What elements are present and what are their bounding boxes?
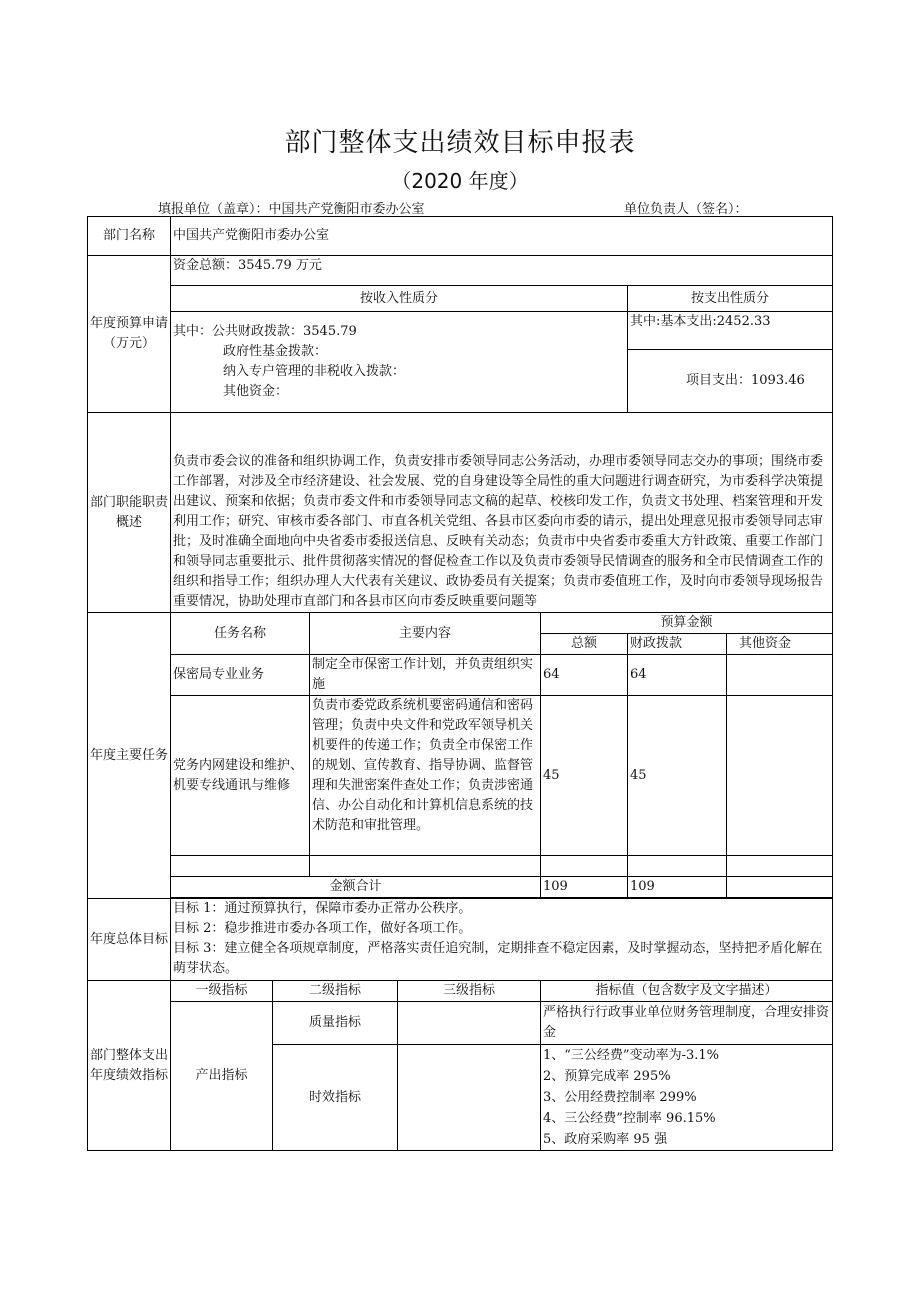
year-subtitle: （2020 年度） xyxy=(391,169,529,193)
sum-fiscal: 109 xyxy=(628,877,727,898)
dept-name-label: 部门名称 xyxy=(88,217,171,256)
task-name: 党务内网建设和维护、机要专线通讯与维修 xyxy=(171,696,310,856)
level3-empty xyxy=(398,1045,541,1151)
duties-label: 部门职能职责概述 xyxy=(88,413,171,613)
task-total: 45 xyxy=(541,696,628,856)
income-line-other: 其他资金： xyxy=(223,384,289,399)
task-name: 保密局专业业务 xyxy=(171,655,310,696)
timeliness-item: 3、公用经费控制率 299% xyxy=(543,1090,697,1105)
budget-total: 资金总额：3545.79 万元 xyxy=(171,256,833,286)
income-line-nontax: 纳入专户管理的非税收入拨款： xyxy=(223,364,406,379)
col-indicator-value: 指标值（包含数字及文字描述） xyxy=(541,981,833,1002)
col-task-content: 主要内容 xyxy=(310,613,541,655)
col-budget-amount: 预算金额 xyxy=(541,613,833,634)
fill-unit: 填报单位（盖章）：中国共产党衡阳市委办公室 xyxy=(158,202,425,217)
task-empty-cell xyxy=(310,856,541,877)
timeliness-item: 4、三公经费”控制率 96.15% xyxy=(543,1111,716,1126)
goals-label: 年度总体目标 xyxy=(88,899,171,981)
goals-list xyxy=(171,899,833,981)
task-total: 64 xyxy=(541,655,628,696)
budget-label: 年度预算申请（万元） xyxy=(88,256,171,413)
income-line-fund: 政府性基金拨款： xyxy=(223,344,328,359)
dept-name-value: 中国共产党衡阳市委办公室 xyxy=(171,217,833,256)
task-other xyxy=(727,655,833,696)
income-breakdown xyxy=(171,312,628,413)
by-expense-header: 按支出性质分 xyxy=(628,286,833,312)
expense-project: 项目支出：1093.46 xyxy=(628,350,833,413)
quality-indicator: 质量指标 xyxy=(273,1002,398,1045)
indicators-label: 部门整体支出年度绩效指标 xyxy=(88,981,171,1151)
col-level2: 二级指标 xyxy=(273,981,398,1002)
duties-text: 负责市委会议的准备和组织协调工作，负责安排市委领导同志公务活动，办理市委领导同志交办的事项；围绕市委工作部署，对涉及全市经济建设、社会发展、党的自身建设等全局性的重大问题进行调查研究，为市委科学决策提出建议、预案和依据；负责市委文件和市委领导同志文稿的起草、校核印发工作，负责文书处理、档案管理和开发利用工作；研究、审核市委各部门、市直各机关党组、各县市区委向市委的请示，提出处理意见报市委领导同志审批；及时准确全面地向中央省委市委报送信息、反映有关动态；负责市中央省委市委重大方针政策、重要工作部门和领导同志重要批示、批件贯彻落实情况的督促检查工作以及负责市委领导民情调查的服务和全市民情调查工作的组织和指导工作；组织办理人大代表有关建议、政协委员有关提案；负责市委值班工作，及时向市委领导现场报告重要情况，协助处理市直部门和各县市区向市委反映重要问题等 xyxy=(171,413,833,613)
sum-label: 金额合计 xyxy=(171,877,541,898)
page-title: 部门整体支出绩效目标申报表 xyxy=(284,128,636,158)
sum-total: 109 xyxy=(541,877,628,898)
task-content: 负责市委党政系统机要密码通信和密码管理；负责中央文件和党政军领导机关机要件的传递工作；负责全市保密工作的规划、宣传教育、指导协调、监督管理和失泄密案件查处工作；负责涉密通信、办公自动化和计算机信息系统的技术防范和审批管理。 xyxy=(310,696,541,856)
responsible-person: 单位负责人（签名）： xyxy=(624,202,748,217)
level3-empty xyxy=(398,1002,541,1045)
sum-other xyxy=(727,877,833,898)
goal-item: 目标 3：建立健全各项规章制度，严格落实责任追究制，定期排查不稳定因素，及时掌握动态，坚持把矛盾化解在萌芽状态。 xyxy=(173,941,823,976)
col-level3: 三级指标 xyxy=(398,981,541,1002)
task-empty-cell xyxy=(541,856,628,877)
task-empty-cell xyxy=(171,856,310,877)
col-task-name: 任务名称 xyxy=(171,613,310,655)
goal-item: 目标 1：通过预算执行，保障市委办正常办公秩序。 xyxy=(173,901,472,916)
timeliness-item: 1、“三公经费”变动率为-3.1% xyxy=(543,1048,719,1063)
task-content: 制定全市保密工作计划，并负责组织实施 xyxy=(310,655,541,696)
performance-form xyxy=(87,216,833,1151)
goal-item: 目标 2：稳步推进市委办各项工作，做好各项工作。 xyxy=(173,921,472,936)
col-other: 其他资金 xyxy=(727,634,833,655)
tasks-label: 年度主要任务 xyxy=(88,613,171,899)
col-total: 总额 xyxy=(541,634,628,655)
task-empty-cell xyxy=(628,856,727,877)
timeliness-item: 5、政府采购率 95 强 xyxy=(543,1132,668,1147)
task-fiscal: 64 xyxy=(628,655,727,696)
level1-output: 产出指标 xyxy=(171,1002,273,1151)
task-other xyxy=(727,696,833,856)
quality-value: 严格执行行政事业单位财务管理制度，合理安排资金 xyxy=(541,1002,833,1045)
col-level1: 一级指标 xyxy=(171,981,273,1002)
task-fiscal: 45 xyxy=(628,696,727,856)
col-fiscal: 财政拨款 xyxy=(628,634,727,655)
income-line-public: 其中：公共财政拨款：3545.79 xyxy=(173,324,357,339)
timeliness-values xyxy=(541,1045,833,1151)
expense-basic: 其中:基本支出:2452.33 xyxy=(628,312,833,350)
by-income-header: 按收入性质分 xyxy=(171,286,628,312)
timeliness-item: 2、预算完成率 295% xyxy=(543,1069,671,1084)
timeliness-indicator: 时效指标 xyxy=(273,1045,398,1151)
task-empty-cell xyxy=(727,856,833,877)
